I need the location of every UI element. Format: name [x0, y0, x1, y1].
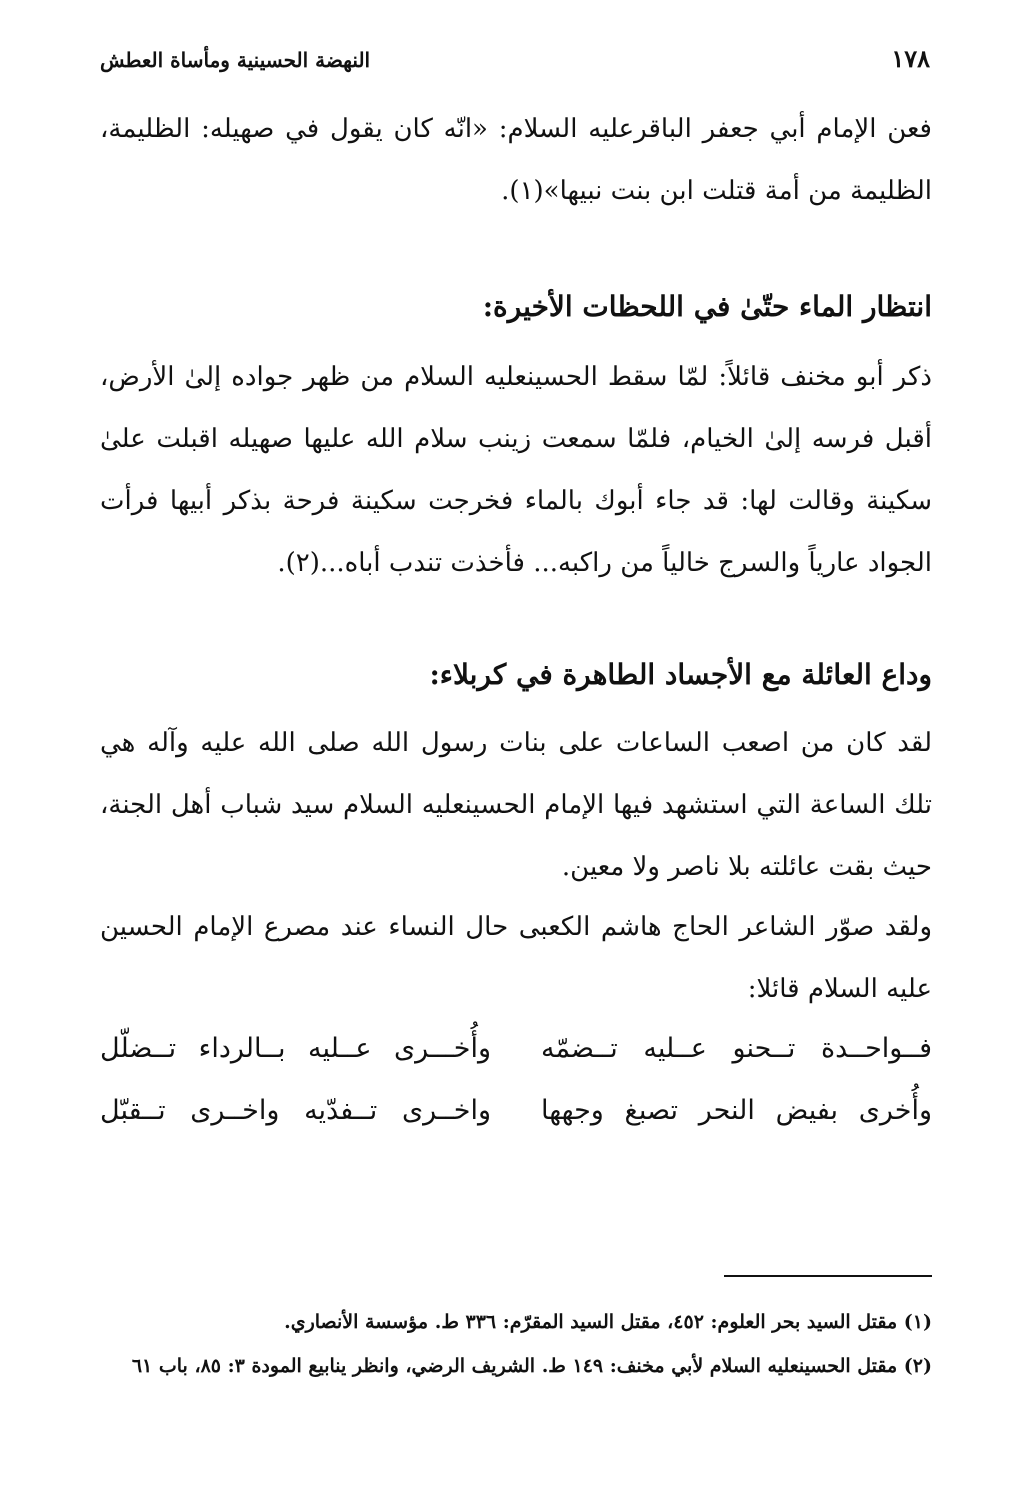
footnote-2: (٢) مقتل الحسينعليه السلام لأبي مخنف: ١٤٩ ط. الشريف الرضي، وانظر ينابيع المودة ٣: ٨٥، باب ٦١	[131, 1355, 932, 1377]
footnote-1: (١) مقتل السيد بحر العلوم: ٤٥٢، مقتل السيد المقرّم: ٣٣٦ ط. مؤسسة الأنصاري.	[284, 1311, 932, 1333]
footnote-divider	[724, 1275, 932, 1277]
paragraph-baqir-quote: فعن الإمام أبي جعفر الباقرعليه السلام: «انّه كان يقول في صهيله: الظليمة، الظليمة من أمة قتلت ابن بنت نبيها»(١).	[100, 114, 932, 206]
paragraph-poet-intro: ولقد صوّر الشاعر الحاج هاشم الكعبى حال النساء عند مصرع الإمام الحسين عليه السلام قائلا:	[100, 912, 932, 1004]
poem-hemistich-second: وأُخـــرى عــليه بــالرداء تــضلّل	[100, 1033, 492, 1064]
footnotes	[100, 1300, 932, 1388]
section-heading-waiting-for-water: انتظار الماء حتّىٰ في اللحظات الأخيرة:	[482, 290, 932, 323]
poem	[100, 1018, 932, 1142]
document-page	[100, 0, 932, 1510]
poem-hemistich-second: واخــرى تــفدّيه واخــرى تــقبّل	[100, 1095, 492, 1126]
poem-verse	[100, 1080, 932, 1142]
page-number: ١٧٨	[891, 44, 930, 73]
section-heading-farewell: وداع العائلة مع الأجساد الطاهرة في كربلاء:	[429, 658, 932, 691]
poem-verse	[100, 1018, 932, 1080]
page-header	[100, 44, 932, 84]
paragraph-hardest-hour: لقد كان من اصعب الساعات على بنات رسول الله صلى الله عليه وآله هي تلك الساعة التي استشهد فيها الإمام الحسينعليه السلام سيد شباب أهل الجنة، حيث بقت عائلته بلا ناصر ولا معين.	[100, 728, 932, 882]
poem-hemistich-first: وأُخرى بفيض النحر تصبغ وجهها	[540, 1095, 932, 1126]
paragraph-abu-mikhnaf: ذكر أبو مخنف قائلاً: لمّا سقط الحسينعليه السلام من ظهر جواده إلىٰ الأرض، أقبل فرسه إلىٰ الخيام، فلمّا سمعت زينب سلام الله عليها صهيله اقبلت علىٰ سكينة وقالت لها: قد جاء أبوك بالماء فخرجت سكينة فرحة بذكر أبيها فرأت الجواد عارياً والسرج خالياً من راكبه... فأخذت تندب أباه...(٢).	[100, 362, 932, 578]
poem-hemistich-first: فــواحــدة تــحنو عــليه تــضمّه	[540, 1033, 932, 1064]
running-title: النهضة الحسينية ومأساة العطش	[100, 48, 371, 72]
